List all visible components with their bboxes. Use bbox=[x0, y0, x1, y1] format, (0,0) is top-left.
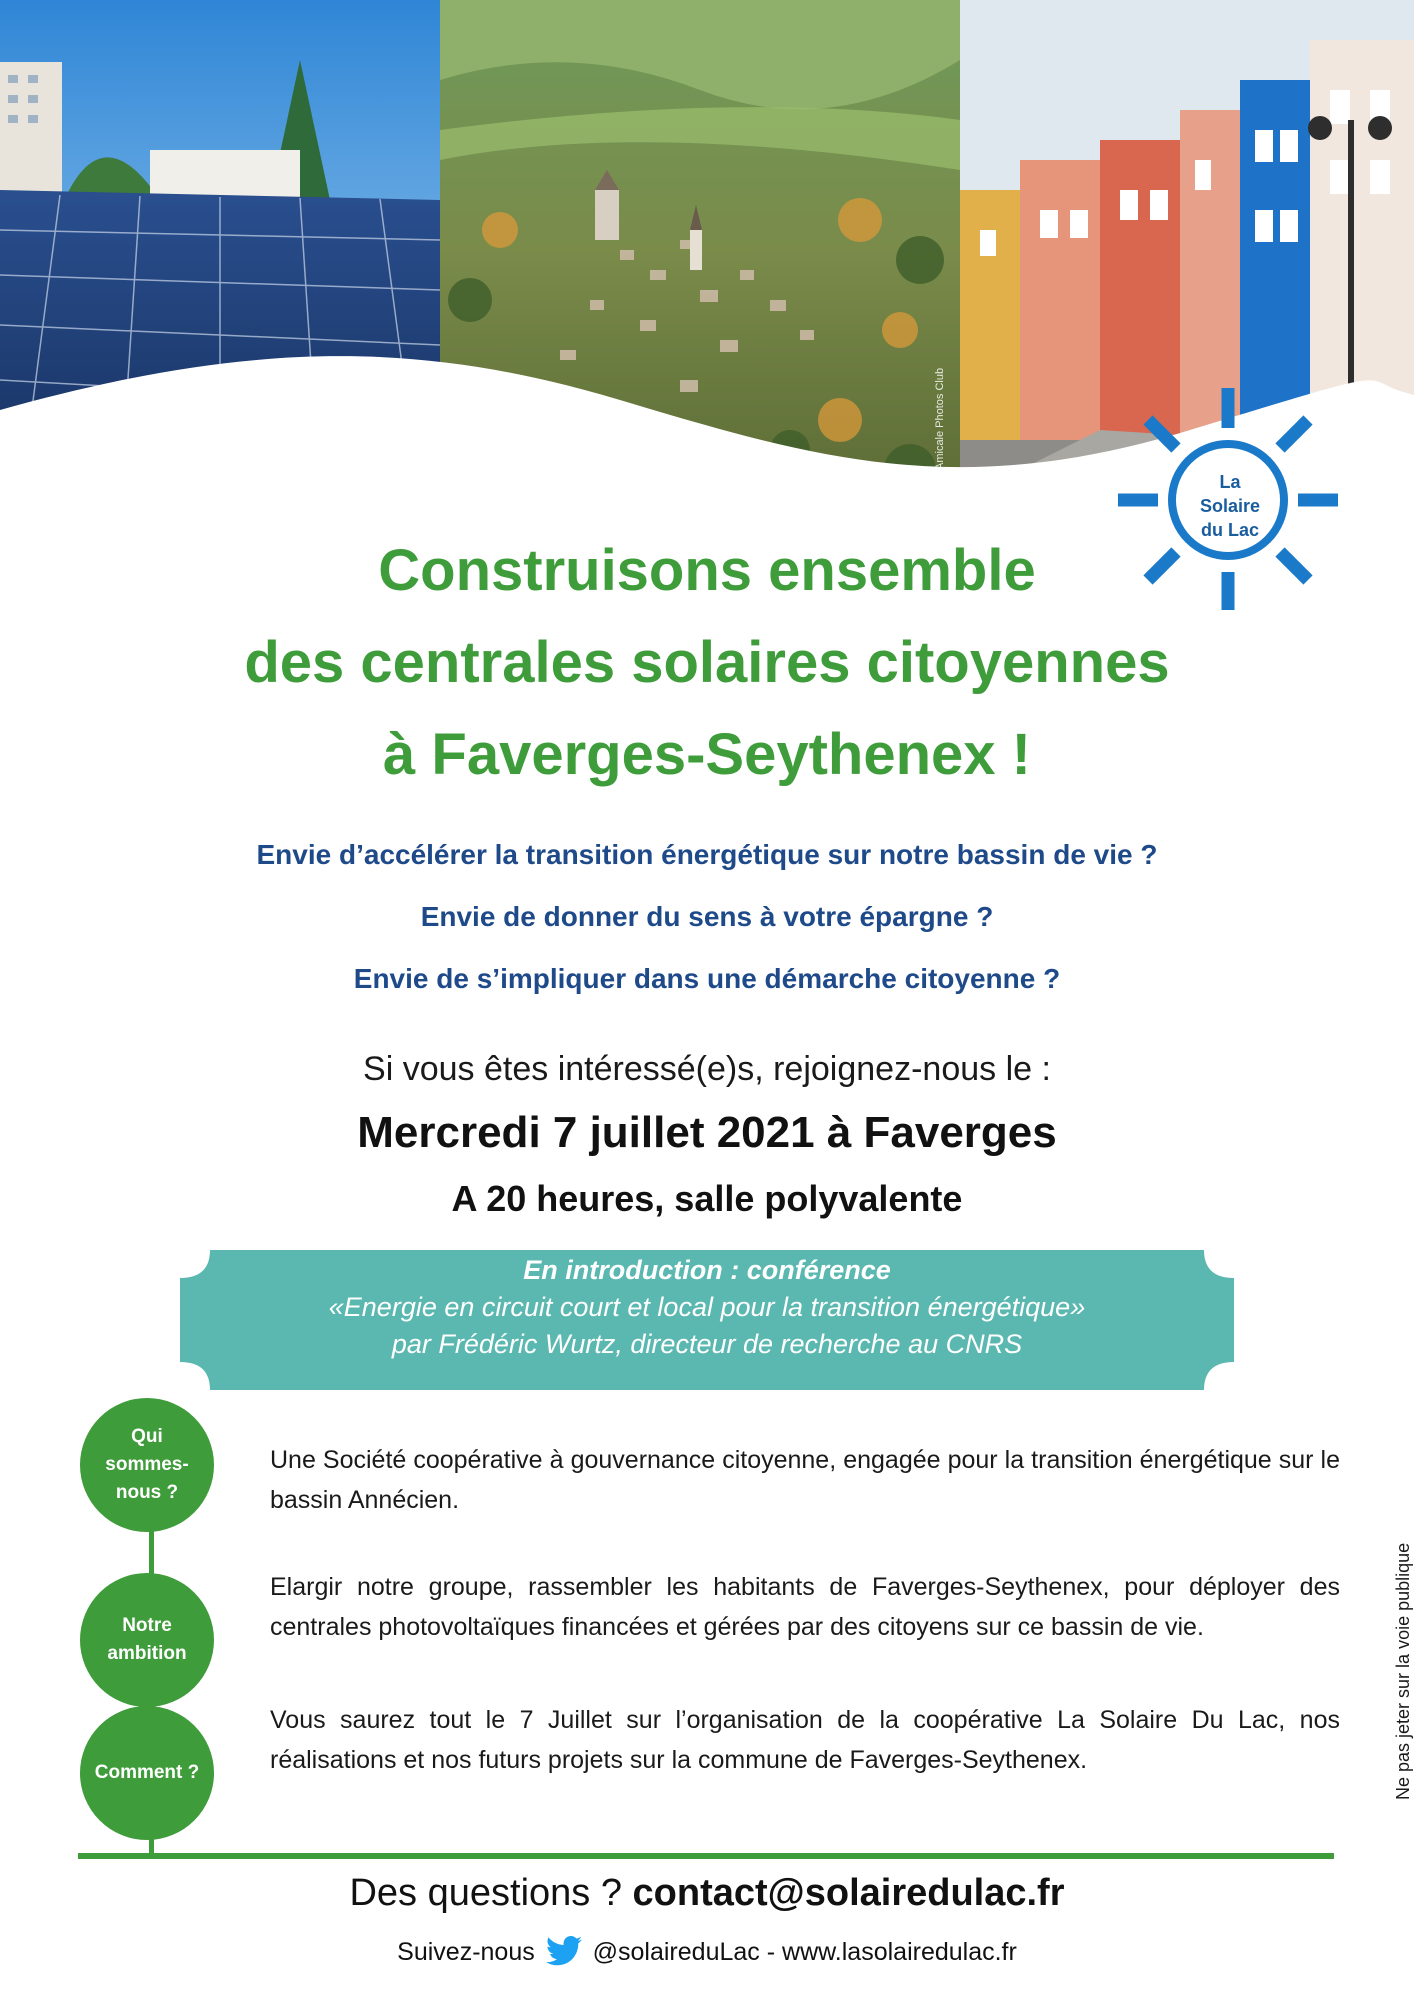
section-text-ambition: Elargir notre groupe, rassembler les habitants de Faverges-Seythenex, pour déployer des centrales photovoltaïques financées et gérées par des citoyens sur ce bassin de vie. bbox=[270, 1573, 1340, 1641]
event-date: Mercredi 7 juillet 2021 à Faverges bbox=[357, 1108, 1057, 1157]
conference-text bbox=[180, 1252, 1234, 1363]
question-item: Envie d’accélérer la transition énergétique sur notre bassin de vie ? bbox=[256, 839, 1158, 870]
question-item: Envie de donner du sens à votre épargne ? bbox=[420, 901, 994, 932]
conference-title: «Energie en circuit court et local pour la transition énergétique» bbox=[328, 1292, 1086, 1322]
conference-speaker: par Frédéric Wurtz, directeur de recherche au CNRS bbox=[391, 1329, 1023, 1359]
section-bubble-who bbox=[80, 1398, 214, 1532]
section-bubble-how bbox=[80, 1706, 214, 1840]
social-line bbox=[0, 1936, 1414, 1967]
headline bbox=[0, 525, 1414, 801]
photo-credit: Amicale Photos Club bbox=[934, 367, 946, 470]
event-invite: Si vous êtes intéressé(e)s, rejoignez-nous le : bbox=[363, 1050, 1051, 1088]
logo-line-2: Solaire bbox=[1199, 496, 1261, 516]
side-note: Ne pas jeter sur la voie publique bbox=[1393, 1542, 1413, 1800]
headline-line-2: des centrales solaires citoyennes bbox=[244, 630, 1170, 695]
question-item: Envie de s’impliquer dans une démarche citoyenne ? bbox=[353, 963, 1061, 994]
contact-email-link[interactable]: contact@solairedulac.fr bbox=[632, 1872, 1065, 1914]
website-link[interactable]: www.lasolairedulac.fr bbox=[782, 1938, 1017, 1966]
section-text-how: Vous saurez tout le 7 Juillet sur l’organisation de la coopérative La Solaire Du Lac, nos réalisations et nos futurs projets sur la commune de Faverges-Seythenex. bbox=[270, 1706, 1340, 1774]
separator: - bbox=[766, 1938, 776, 1966]
contact-line bbox=[0, 1872, 1414, 1915]
logo-line-1: La bbox=[1219, 472, 1241, 492]
questions-list bbox=[0, 830, 1414, 1016]
follow-prefix: Suivez-nous bbox=[397, 1938, 535, 1966]
headline-line-3: à Faverges-Seythenex ! bbox=[383, 722, 1031, 787]
event-time: A 20 heures, salle polyvalente bbox=[451, 1178, 963, 1219]
section-bubble-ambition bbox=[80, 1573, 214, 1707]
section-label: Qui sommes-nous ? bbox=[105, 1426, 189, 1503]
headline-line-1: Construisons ensemble bbox=[378, 538, 1036, 603]
conference-heading: En introduction : conférence bbox=[523, 1255, 891, 1285]
contact-prefix: Des questions ? bbox=[349, 1872, 622, 1914]
section-text-who: Une Société coopérative à gouvernance citoyenne, engagée pour la transition énergétique sur le bassin Annécien. bbox=[270, 1446, 1340, 1514]
logo-line-3: du Lac bbox=[1200, 520, 1259, 540]
section-label: Notre ambition bbox=[107, 1615, 187, 1664]
twitter-handle-link[interactable]: @solaireduLac bbox=[592, 1938, 760, 1966]
twitter-bird-icon[interactable] bbox=[546, 1936, 582, 1966]
footer-divider bbox=[78, 1853, 1334, 1859]
section-label: Comment ? bbox=[94, 1762, 200, 1783]
